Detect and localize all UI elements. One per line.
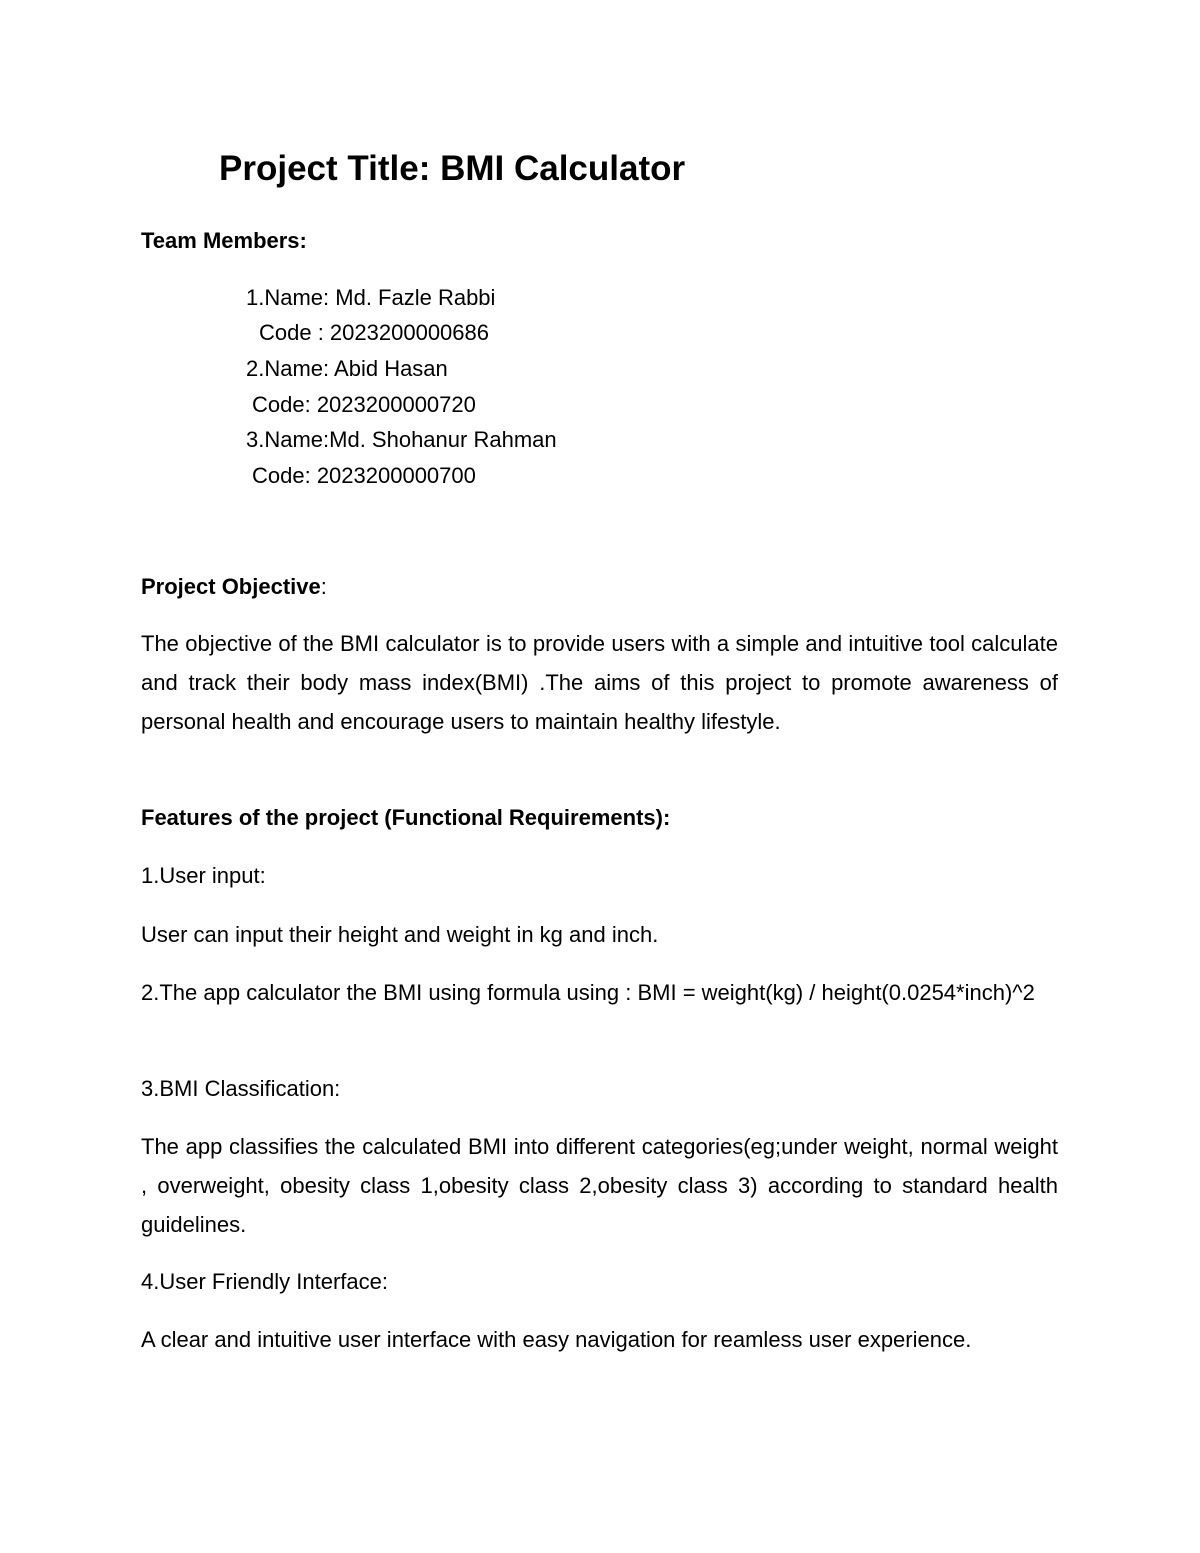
objective-heading-colon: : <box>320 574 327 599</box>
member-1-name: 1.Name: Md. Fazle Rabbi <box>246 285 496 310</box>
project-title: Project Title: BMI Calculator <box>219 149 686 188</box>
member-3-code: Code: 2023200000700 <box>252 463 476 488</box>
team-members-heading: Team Members: <box>141 228 307 253</box>
feature-2-paragraph: 2.The app calculator the BMI using formula using : BMI = weight(kg) / height(0.0254*inch)^2 <box>141 980 1035 1005</box>
member-2-name: 2.Name: Abid Hasan <box>246 356 448 381</box>
feature-1-heading: 1.User input: <box>141 863 266 888</box>
member-2-code: Code: 2023200000720 <box>252 392 476 417</box>
feature-4-heading: 4.User Friendly Interface: <box>141 1269 388 1294</box>
feature-3-paragraph: The app classifies the calculated BMI into different categories(eg;under weight, normal weight , overweight, obesity class 1,obesity class 2,obesity class 3) according to standard health guidelines. <box>141 1134 1058 1237</box>
feature-3-heading: 3.BMI Classification: <box>141 1076 341 1101</box>
member-3-name: 3.Name:Md. Shohanur Rahman <box>246 427 557 452</box>
features-heading: Features of the project (Functional Requirements): <box>141 805 671 830</box>
objective-heading-line <box>141 572 327 602</box>
objective-heading: Project Objective <box>141 574 321 599</box>
objective-paragraph: The objective of the BMI calculator is to provide users with a simple and intuitive tool calculate and track their body mass index(BMI) .The aims of this project to promote awareness of personal health and encourage users to maintain healthy lifestyle. <box>141 631 1058 734</box>
feature-4-paragraph: A clear and intuitive user interface with easy navigation for reamless user experience. <box>141 1327 972 1352</box>
feature-1-text: User can input their height and weight in kg and inch. <box>141 922 659 947</box>
member-1-code: Code : 2023200000686 <box>259 320 489 345</box>
